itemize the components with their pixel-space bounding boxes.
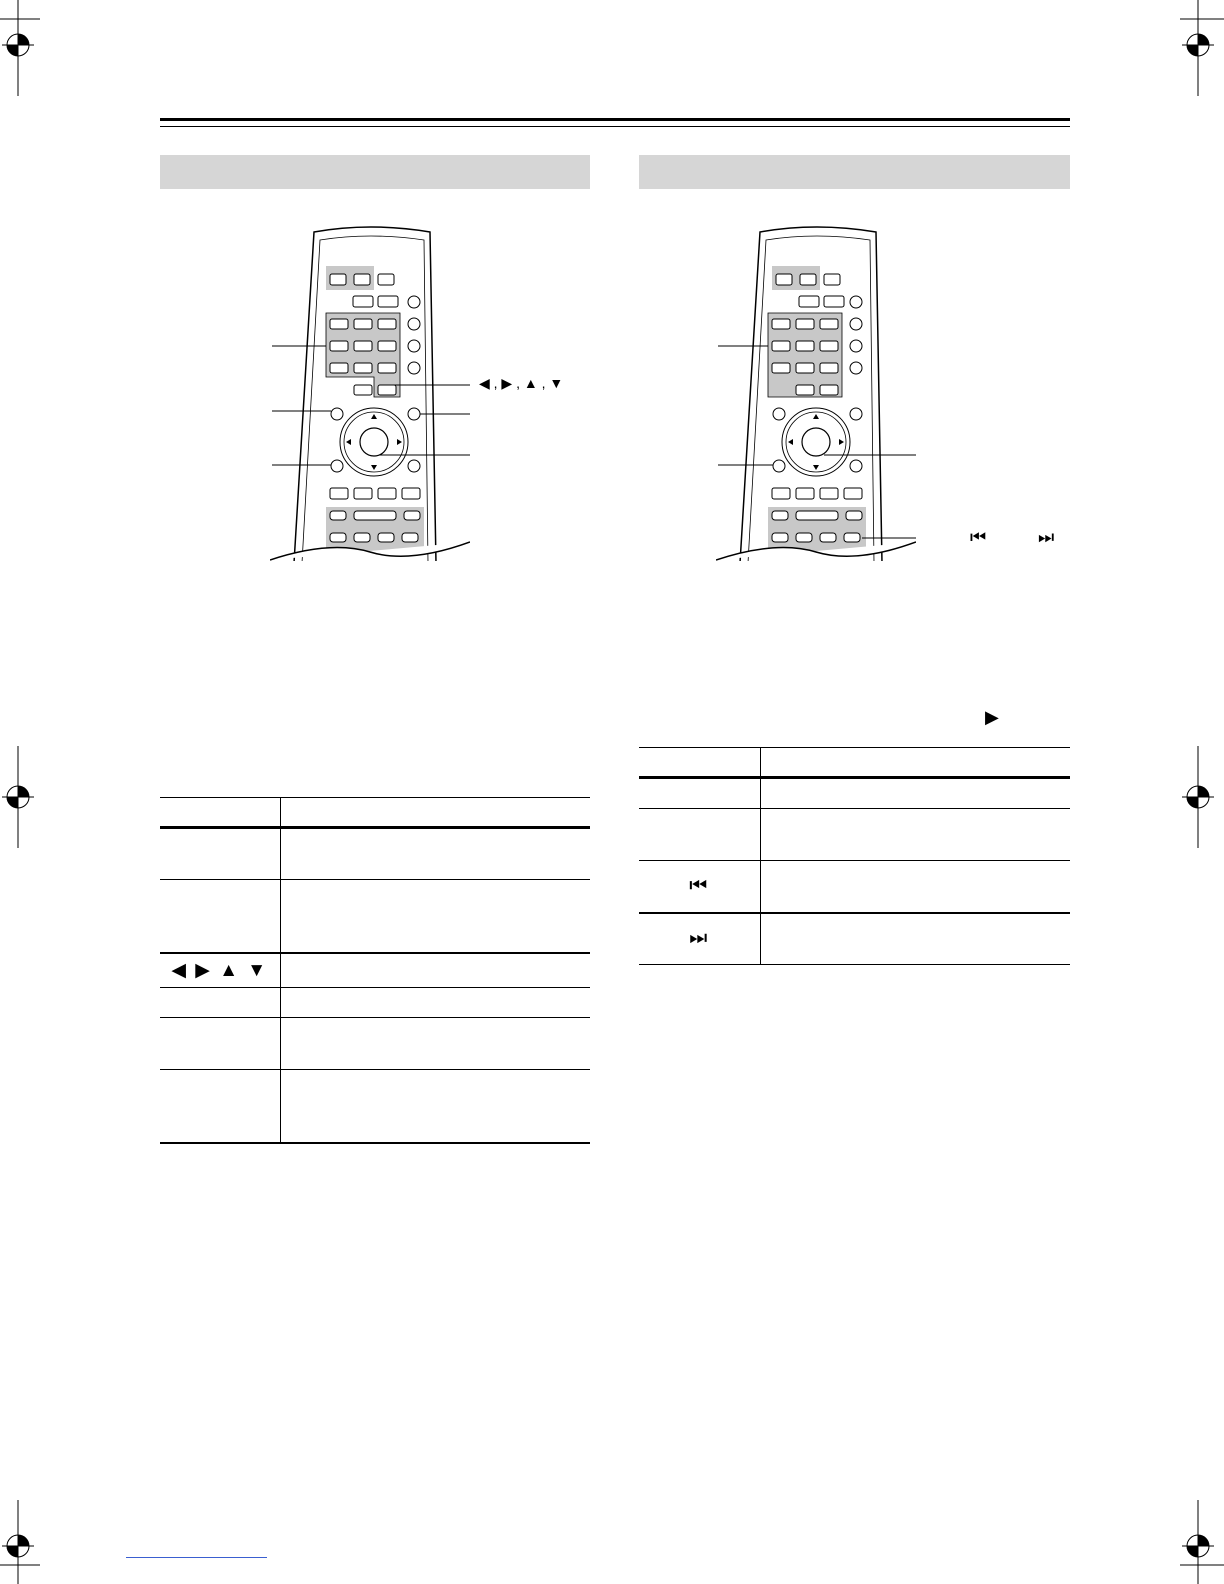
table-header-value (760, 748, 1070, 778)
table-cell-value (760, 913, 1070, 965)
table-cell-value (280, 953, 590, 988)
skip-back-icon: ⏮ (639, 861, 760, 913)
header-rule-thick (160, 118, 1070, 121)
table-row (160, 1070, 590, 1143)
skip-forward-icon: ⏭ (1038, 527, 1057, 547)
play-icon: ▶ (985, 707, 999, 727)
table-header-row (639, 748, 1070, 778)
table-cell-value (280, 828, 590, 880)
table-row (160, 828, 590, 880)
table-cell-key (160, 1018, 280, 1070)
table-cell-key (160, 880, 280, 953)
table-row (639, 861, 1070, 913)
skip-forward-icon: ⏭ (639, 913, 760, 965)
table-header-row (160, 798, 590, 828)
table-cell-value (280, 1070, 590, 1143)
table-cell-value (280, 988, 590, 1018)
right-section-header (639, 155, 1070, 189)
table-row (639, 809, 1070, 861)
table-row (639, 913, 1070, 965)
right-table (639, 747, 1070, 965)
table-row (160, 1018, 590, 1070)
table-cell-value (280, 880, 590, 953)
table-header-key (160, 798, 280, 828)
header-rule-thin (160, 126, 1070, 127)
table-cell-key (639, 778, 760, 809)
table-cell-key: ◀ ▶ ▲ ▼ (160, 953, 280, 988)
remote-control-illustration (270, 220, 470, 570)
table-row (639, 778, 1070, 809)
table-row (160, 880, 590, 953)
left-section-header (160, 155, 590, 189)
table-cell-key (160, 988, 280, 1018)
table-row (160, 988, 590, 1018)
table-cell-key (160, 1070, 280, 1143)
skip-back-icon: ⏮ (970, 527, 989, 547)
table-cell-value (280, 1018, 590, 1070)
table-row (160, 953, 590, 988)
table-cell-value (760, 809, 1070, 861)
left-table (160, 797, 590, 1144)
table-header-key (639, 748, 760, 778)
table-cell-value (760, 861, 1070, 913)
table-cell-key (160, 828, 280, 880)
footer-link-underline (126, 1557, 267, 1558)
table-cell-key (639, 809, 760, 861)
table-cell-value (760, 778, 1070, 809)
table-header-value (280, 798, 590, 828)
remote-control-illustration (716, 220, 916, 570)
left-callout-arrows: ◀ , ▶ , ▲ , ▼ (479, 375, 564, 391)
